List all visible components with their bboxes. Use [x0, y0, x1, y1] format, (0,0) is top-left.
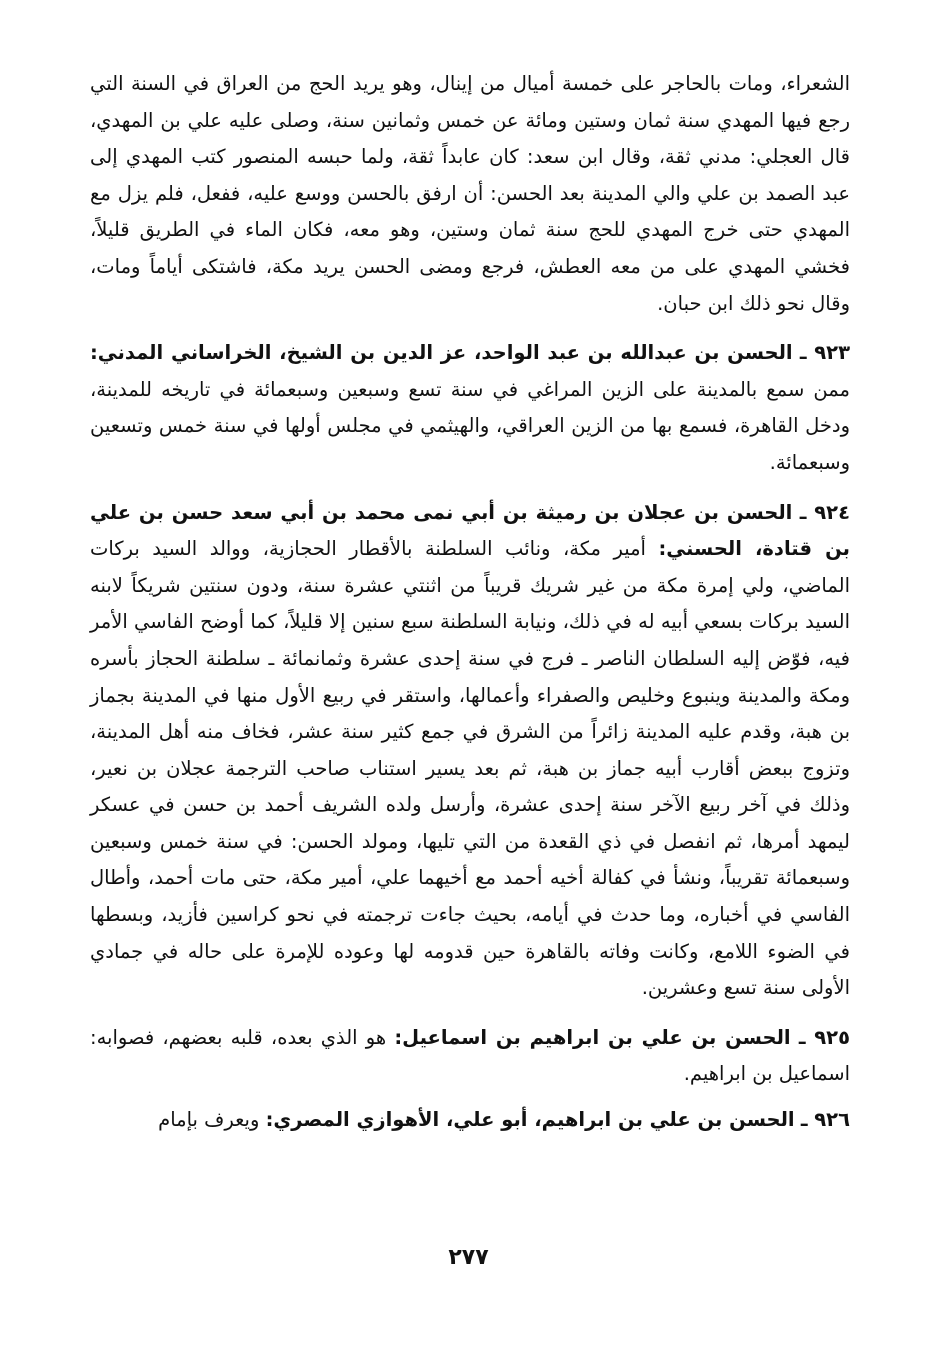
entry-heading: الحسن بن علي بن ابراهيم، أبو علي، الأهوازي المصري: — [265, 1108, 795, 1132]
entry-number: ٩٢٥ ـ — [798, 1025, 850, 1049]
entry-925 — [90, 1020, 850, 1093]
page-text — [90, 66, 850, 1139]
entry-number: ٩٢٤ ـ — [799, 500, 850, 524]
entry-number: ٩٢٣ ـ — [799, 341, 850, 365]
entry-number: ٩٢٦ ـ — [800, 1108, 850, 1132]
entry-heading: الحسن بن عبدالله بن عبد الواحد، عز الدين بن الشيخ، الخراساني المدني: — [90, 341, 793, 365]
entry-heading: الحسن بن علي بن ابراهيم بن اسماعيل: — [394, 1025, 791, 1049]
entry-924 — [90, 495, 850, 1007]
entry-923 — [90, 335, 850, 481]
page-number: ٢٧٧ — [448, 1245, 489, 1270]
entry-926 — [90, 1102, 850, 1139]
entry-body: ممن سمع بالمدينة على الزين المراغي في سنة تسع وسبعين وسبعمائة في تاريخه للمدينة، ودخل القاهرة، فسمع بها من الزين العراقي، والهيثمي في مجلس أولها في سنة خمس وتسعين وسبعمائة. — [90, 377, 850, 474]
entry-heading: الحسن بن عجلان بن رميثة بن أبي نمى محمد بن أبي سعد حسن بن علي بن قتادة، الحسني: — [90, 500, 850, 561]
continuation-paragraph: الشعراء، ومات بالحاجر على خمسة أميال من إينال، وهو يريد الحج من العراق في السنة التي رجع فيها المهدي سنة ثمان وستين ومائة عن خمس وثمانين سنة، وصلى عليه علي بن المهدي، قال العجلي: مدني ثقة، وقال ابن سعد: كان عابداً ثقة، ولما حبسه المنصور كتب المهدي إلى عبد الصمد بن علي والي المدينة بعد الحسن: أن ارفق بالحسن ووسع عليه، ففعل، فلم يزل مع المهدي حتى خرج المهدي للحج سنة ثمان وستين، وهو معه، فكان الماء في الطريق قليلاً، فخشي المهدي على من معه العطش، فرجع ومضى الحسن يريد مكة، فاشتكى أياماً ومات، وقال نحو ذلك ابن حبان. — [90, 72, 850, 315]
entry-body: أمير مكة، ونائب السلطنة بالأقطار الحجازية، ووالد السيد بركات الماضي، ولي إمرة مكة من غير شريك قريباً من اثنتي عشرة سنة، ودون سنتين شريكاً لابنه السيد بركات بسعي أبيه له في ذلك، ونيابة السلطنة سبع سنين إلا قليلاً، كما أوضح الفاسي الأمر فيه، فوّض إليه السلطان الناصر ـ فرج في سنة إحدى عشرة وثمانمائة ـ سلطنة الحجاز بأسره ومكة والمدينة وينبوع وخليص والصفراء وأعمالها، واستقر في ربيع الأول منها في المدينة بجماز بن هبة، وقدم عليه المدينة زائراً من الشرق في جمع كثير سنة عشر، فخاف منه أهل المدينة، وتزوج ببعض أقارب أبيه جماز بن هبة، ثم بعد يسير استناب صاحب الترجمة عجلان بن نعير، وذلك في آخر ربيع الآخر سنة إحدى عشرة، وأرسل ولده الشريف أحمد بن حسن في عسكر ليمهد أمرها، ثم انفصل في ذي القعدة من التي تليها، ومولد الحسن: في سنة خمس وسبعين وسبعمائة تقريباً، ونشأ في كفالة أخيه أحمد مع أخيهما علي، أمير مكة، حتى مات أحمد، وأطال الفاسي في أخباره، وما حدث في أيامه، بحيث جاءت ترجمته في نحو كراسين فأزيد، وبسطها في الضوء اللامع، وكانت وفاته بالقاهرة حين قدومه لها وعوده للإمرة على حاله في جمادي الأولى سنة تسع وعشرين. — [90, 537, 850, 1000]
entry-body: ويعرف بإمام — [158, 1108, 260, 1132]
entry-body: هو الذي بعده، قلبه بعضهم، فصوابه: اسماعيل بن ابراهيم. — [90, 1025, 850, 1086]
